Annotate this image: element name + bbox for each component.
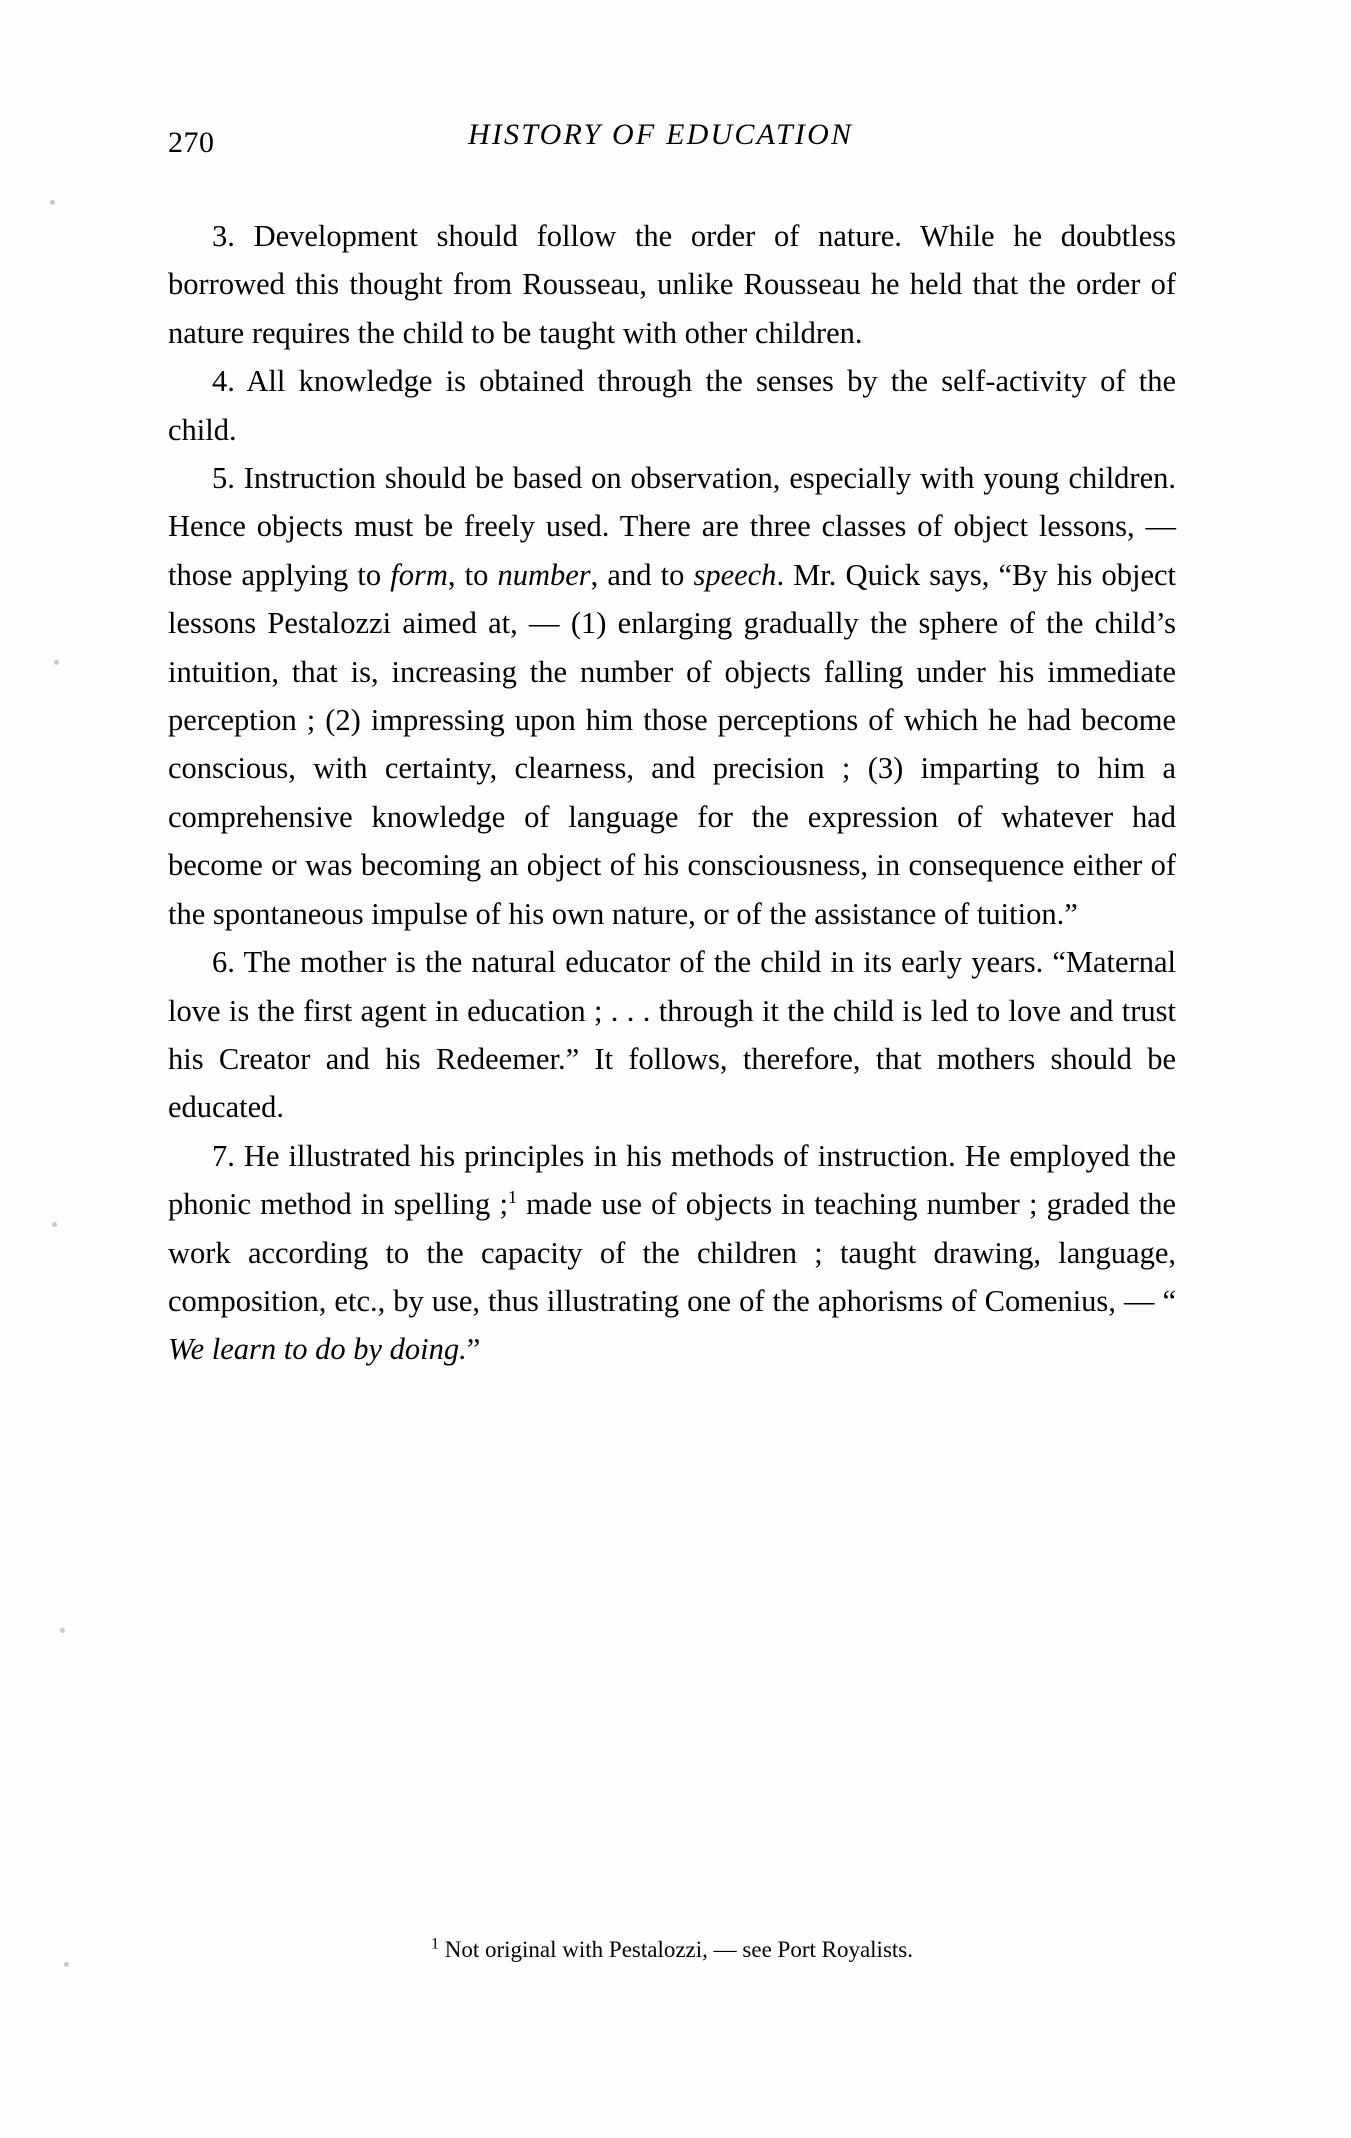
footnote-marker: 1 [430, 1935, 439, 1953]
term-form: form [390, 557, 448, 592]
scan-speck [60, 1628, 65, 1633]
paragraph-3 [168, 212, 1176, 357]
paragraph-5-text-d: . Mr. Quick says, “By his object lessons Pestalozzi aimed at, — (1) enlarging gradually the sphere of the child’s intuition, that is, increasing the number of objects falling under his immediate perception ; (2) impressing upon him those perceptions of which he had become conscious, with certainty, clearness, and precision ; (3) imparting to him a comprehensive knowledge of language for the expression of whatever had become or was becoming an object of his consciousness, in consequence either of the spontaneous impulse of his own nature, or of the assistance of tuition.” [168, 557, 1176, 931]
footnote [168, 1935, 1176, 1965]
footnote-text: Not original with Pestalozzi, — see Port Royalists. [438, 1937, 913, 1962]
scan-speck [64, 1962, 69, 1967]
running-title: HISTORY OF EDUCATION [468, 118, 854, 151]
term-number: number [497, 557, 591, 592]
paragraph-4-text: 4. All knowledge is obtained through the senses by the self-activity of the child. [168, 364, 1176, 447]
paragraph-5 [168, 454, 1176, 938]
paragraph-7-text-b: made use of objects in teaching number ; graded the work according to the capacity of the children ; taught drawing, language, composition, etc., by use, thus illustrating one of the aphorisms of Comenius, — “ [168, 1187, 1176, 1318]
scan-speck [54, 660, 59, 665]
term-speech: speech [693, 557, 777, 592]
page-body [168, 212, 1176, 1374]
comenius-aphorism: We learn to do by doing. [168, 1332, 467, 1367]
paragraph-3-text: 3. Development should follow the order of nature. While he doubtless borrowed this thought from Rousseau, unlike Rousseau he held that the order of nature requires the child to be taught with other children. [168, 219, 1176, 350]
paragraph-6-text: 6. The mother is the natural educator of the child in its early years. “Maternal love is the first agent in education ; . . . through it the child is led to love and trust his Creator and his Redeemer.” It follows, therefore, that mothers should be educated. [168, 945, 1176, 1125]
paragraph-4 [168, 357, 1176, 454]
paragraph-5-text-c: , and to [590, 557, 694, 592]
paragraph-5-text-a: 5. Instruction should be based on observation, especially with young children. Hence objects must be freely used. There are three classes of object lessons, — those applying to [168, 461, 1176, 592]
paragraph-5-text-b: , to [447, 557, 498, 592]
page-header [168, 118, 1178, 164]
paragraph-7-text-a: 7. He illustrated his principles in his methods of instruction. He employed the phonic method in spelling ; [168, 1138, 1176, 1222]
scan-speck [52, 1222, 57, 1227]
paragraph-7 [168, 1132, 1176, 1374]
paragraph-7-text-c: ” [466, 1332, 481, 1367]
scan-speck [50, 200, 55, 205]
footnote-reference-marker: 1 [507, 1186, 517, 1207]
page-number: 270 [168, 126, 215, 159]
paragraph-6 [168, 938, 1176, 1132]
